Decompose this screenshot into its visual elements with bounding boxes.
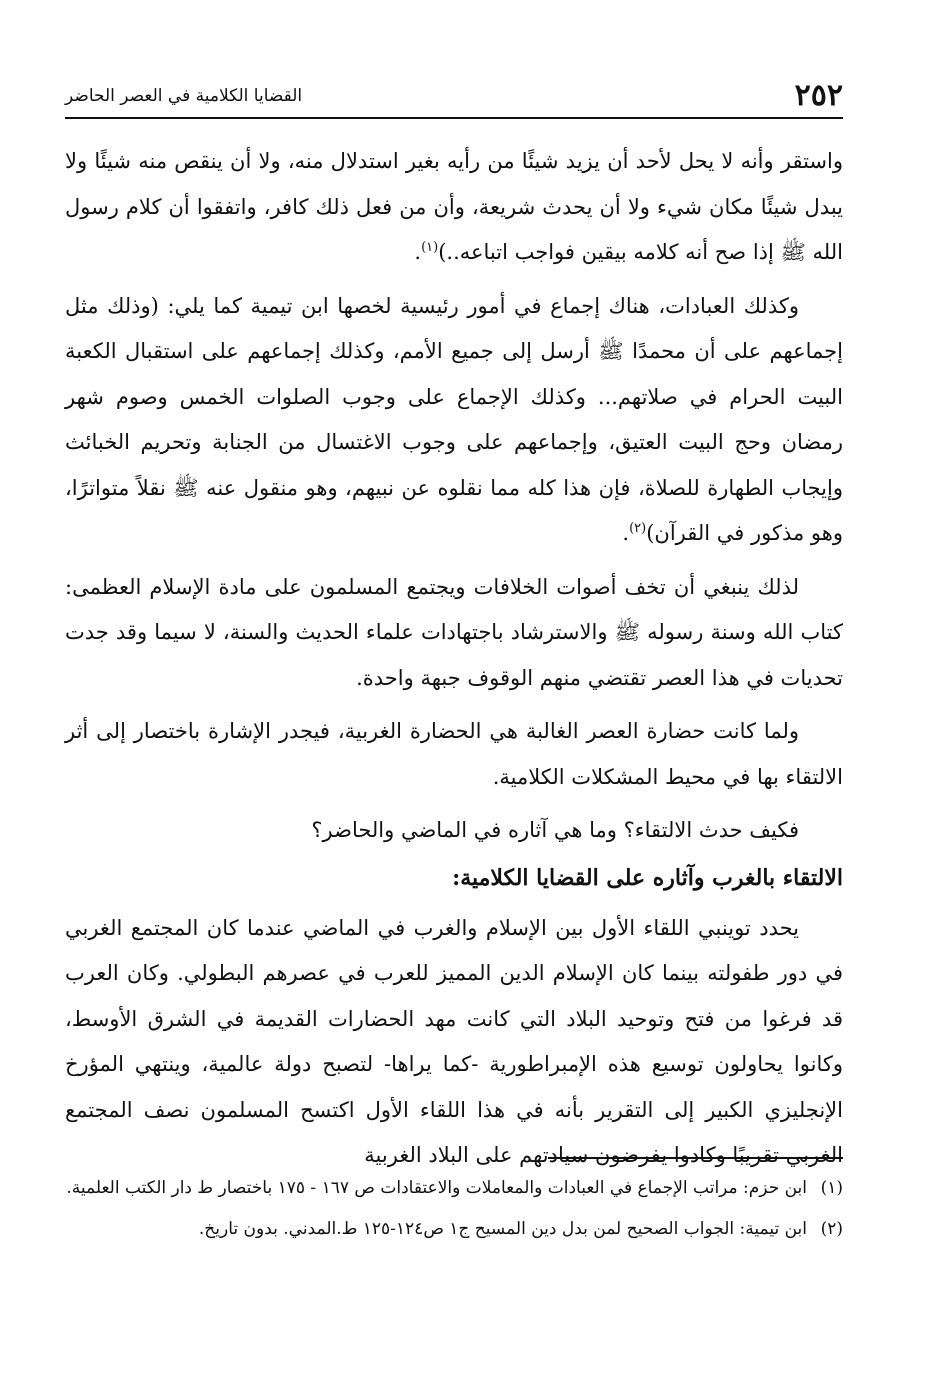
section-heading: الالتقاء بالغرب وآثاره على القضايا الكلامية: [452, 864, 843, 891]
header-rule [65, 117, 843, 119]
paragraph-unity: لذلك ينبغي أن تخف أصوات الخلافات ويجتمع المسلمون على مادة الإسلام العظمى: كتاب الله وسنة رسوله ﷺ والاسترشاد باجتهادات علماء الحديث والسنة، لا سيما وقد جدت تحديات في هذا العصر تقتضي منهم الوقوف جبهة واحدة. [65, 574, 843, 690]
footnote-ref-1: (١) [421, 240, 439, 255]
paragraph-ibn-hazm-quote [65, 139, 843, 276]
page-number: ٢٥٢ [794, 78, 843, 113]
paragraph-western-civilization: ولما كانت حضارة العصر الغالبة هي الحضارة الغربية، فيجدر الإشارة باختصار إلى أثر الالتقاء بها في محيط المشكلات الكلامية. [65, 719, 843, 789]
footnote-marker: (٢) [820, 1219, 843, 1239]
paragraph-worship-consensus [65, 284, 843, 557]
footnote-marker: (١) [820, 1178, 843, 1198]
paragraph-text: واستقر وأنه لا يحل لأحد أن يزيد شيئًا من رأيه بغير استدلال منه، ولا أن ينقص منه شيئًا ولا يبدل شيئًا مكان شيء ولا أن يحدث شريعة، وأن من فعل ذلك كافر، واتفقوا أن كلام رسول الله ﷺ إذا صح أنه كلامه بيقين فواجب اتباعه..) [65, 149, 843, 264]
footnote-2 [65, 1213, 843, 1246]
main-text [65, 139, 843, 1187]
paragraph-toynbee: يحدد توينبي اللقاء الأول بين الإسلام والغرب في الماضي عندما كان المجتمع الغربي في دور طفولته بينما كان الإسلام الدين المميز للعرب في عصرهم البطولي. وكان العرب قد فرغوا من فتح وتوحيد البلاد التي كانت مهد الحضارات القديمة في الشرق الأوسط، وكانوا يحاولون توسيع هذه الإمبراطورية -كما يراها- لتصبح دولة عالمية، وينتهي المؤرخ الإنجليزي الكبير إلى التقرير بأنه في هذا اللقاء الأول اكتسح المسلمون نصف المجتمع الغربي تقريبًا وكادوا يفرضون سيادتهم على البلاد الغربية [65, 915, 843, 1167]
paragraph-text: وكذلك العبادات، هناك إجماع في أمور رئيسية لخصها ابن تيمية كما يلي: (وذلك مثل إجماعهم على أن محمدًا ﷺ أرسل إلى جميع الأمم، وكذلك إجماعهم على استقبال الكعبة البيت الحرام في صلاتهم... وكذلك الإجماع على وجوب الصلوات الخمس وصوم شهر رمضان وحج البيت العتيق، وإجماعهم على وجوب الاغتسال من الجنابة وتحريم الخبائث وإيجاب الطهارة للصلاة، فإن هذا كله مما نقلوه عن نبيهم، وهو منقول عنه ﷺ نقلاً متواترًا، وهو مذكور في القرآن) [65, 293, 843, 545]
paragraph-end: . [622, 521, 630, 545]
footnote-separator [548, 1157, 843, 1159]
paragraph-end: . [414, 240, 422, 264]
running-title: القضايا الكلامية في العصر الحاضر [65, 86, 303, 106]
paragraph-question: فكيف حدث الالتقاء؟ وما هي آثاره في الماضي والحاضر؟ [311, 818, 799, 842]
footnote-ref-2: (٢) [629, 521, 647, 536]
footnote-text: ابن حزم: مراتب الإجماع في العبادات والمعاملات والاعتقادات ص ١٦٧ - ١٧٥ باختصار ط دار الكتب العلمية. [66, 1178, 807, 1198]
running-header [65, 78, 843, 118]
footnotes [65, 1172, 843, 1254]
footnote-text: ابن تيمية: الجواب الصحيح لمن بدل دين المسيح ج١ ص١٢٤-١٢٥ ط.المدني. بدون تاريخ. [198, 1219, 807, 1239]
footnote-1 [65, 1172, 843, 1205]
